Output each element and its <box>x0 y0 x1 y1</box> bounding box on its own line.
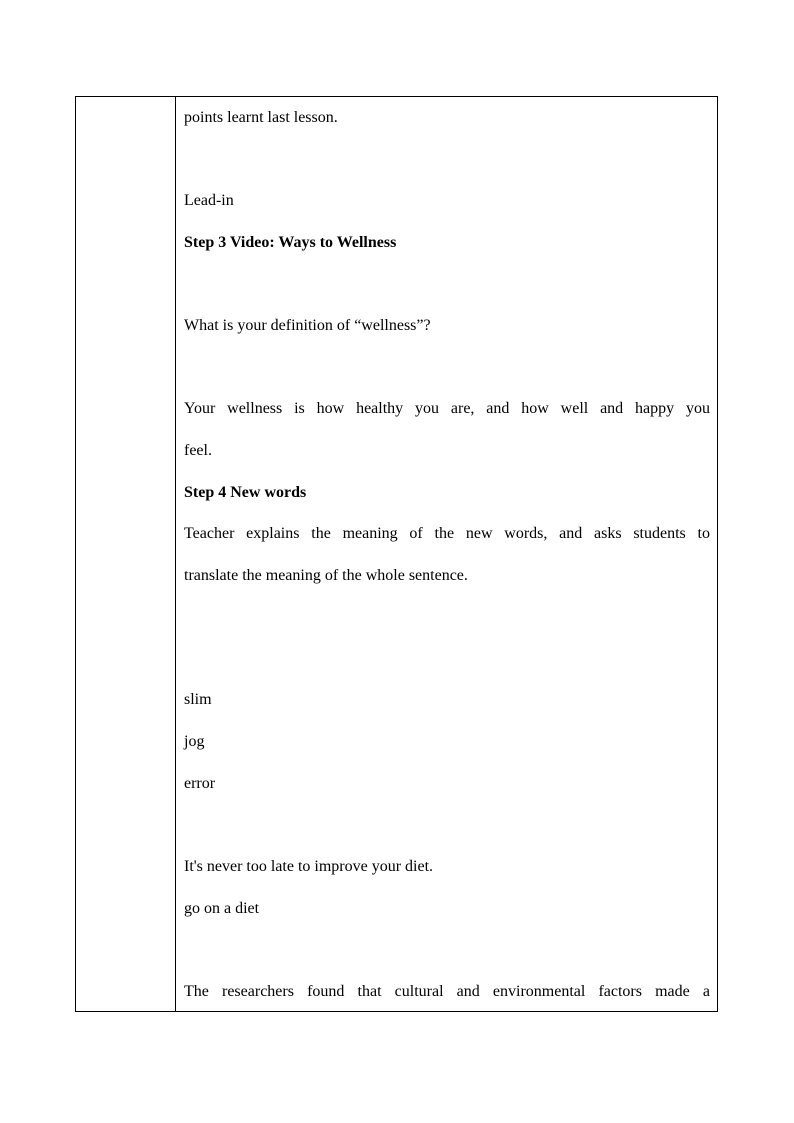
text-line-answer-2: feel. <box>184 442 212 459</box>
example-sentence-diet: It's never too late to improve your diet. <box>184 858 434 875</box>
phrase-go-on-a-diet: go on a diet <box>184 900 260 917</box>
text-line-teacher-2: translate the meaning of the whole sentence. <box>184 567 468 584</box>
text-line-lead-in: Lead-in <box>184 192 234 209</box>
heading-step-3: Step 3 Video: Ways to Wellness <box>184 234 397 251</box>
text-line-question: What is your definition of “wellness”? <box>184 317 431 334</box>
text-line-researchers: The researchers found that cultural and environmental factors made a <box>184 983 710 1000</box>
vocab-word-jog: jog <box>184 733 205 750</box>
vocab-word-slim: slim <box>184 691 212 708</box>
text-line-teacher-1: Teacher explains the meaning of the new words, and asks students to <box>184 525 710 542</box>
text-line-points-learnt: points learnt last lesson. <box>184 109 338 126</box>
table-content-column <box>176 97 717 1011</box>
text-line-answer-1: Your wellness is how healthy you are, and how well and happy you <box>184 400 710 417</box>
vocab-word-error: error <box>184 775 216 792</box>
table-left-column <box>76 97 176 1011</box>
lesson-plan-table <box>75 96 718 1012</box>
heading-step-4: Step 4 New words <box>184 484 307 501</box>
